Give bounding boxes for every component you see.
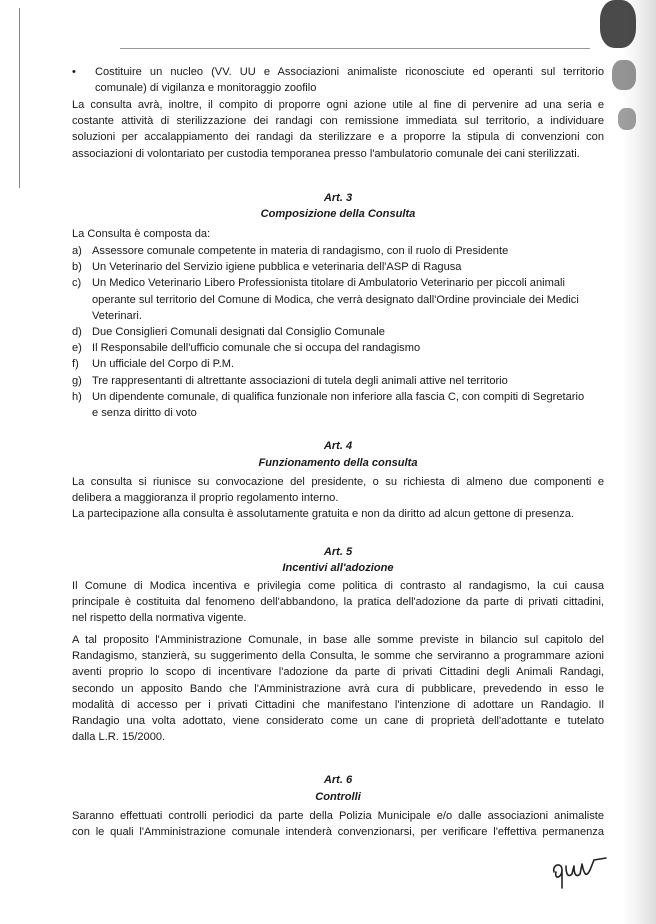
art5-number: Art. 5 bbox=[323, 546, 353, 558]
art6-paragraph: Saranno effettuati controlli periodici da parte della Polizia Municipale e/o dalle associazioni animaliste con le quali l'Amministrazione comunale intenderà convenzionarsi, per verificare l'effettiva permanenza bbox=[72, 810, 604, 839]
art5-paragraph-1: Il Comune di Modica incentiva e privilegia come politica di contrasto al randagismo, la cui causa principale è costituita dal fenomeno dell'abbandono, la pratica dell'adozione da parte di privati cittadini, nel rispetto della normativa vigente. bbox=[72, 580, 604, 625]
handwritten-signature bbox=[550, 852, 610, 892]
scan-margin-line bbox=[19, 8, 20, 188]
intro-bullet-text: Costituire un nucleo (VV. UU e Associazioni animaliste riconosciute ed operanti sul territorio comunale) di vigilanza e monitoraggio zoofilo bbox=[95, 66, 604, 95]
scan-top-line bbox=[120, 48, 590, 49]
scan-smudge bbox=[612, 60, 636, 90]
art3-intro: La Consulta è composta da: bbox=[72, 228, 211, 240]
list-item: h) Un dipendente comunale, di qualifica funzionale non inferiore alla fascia C, con compiti di Segretario e senza diritto di voto bbox=[72, 390, 585, 420]
list-item: f) Un ufficiale del Corpo di P.M. bbox=[72, 358, 235, 371]
art4-title: Funzionamento della consulta bbox=[258, 457, 418, 469]
art3-title: Composizione della Consulta bbox=[260, 208, 416, 220]
list-item: a) Assessore comunale competente in materia di randagismo, con il ruolo di Presidente bbox=[72, 245, 509, 257]
art5-paragraph-2: A tal proposito l'Amministrazione Comunale, in base alle somme previste in bilancio sul capitolo del Randagismo, stanzierà, su suggerimento della Consulta, le somme che serviranno a programmare azioni aventi proprio lo scopo di incentivare l'adozione da parte di privati Cittadini degli Animali Randagi, secondo un apposito Bando che l'Amministrazione avrà cura di pubblicare, prevedendo in esso le modalità di accesso per i privati Cittadini che manifestano l'intenzione di adottare un Randagio. Il Randagio una volta adottato, viene considerato come un cane di proprietà dell'adottante e tutelato dalla L.R. 15/2000. bbox=[72, 634, 604, 744]
art6-number: Art. 6 bbox=[323, 774, 353, 786]
art5-title: Incentivi all'adozione bbox=[282, 562, 394, 574]
list-item: c) Un Medico Veterinario Libero Professionista titolare di Ambulatorio Veterinario per piccoli animali operante sul territorio del Comune di Modica, che verrà designato dall'Ordine provinciale dei Medici Veterinari. bbox=[72, 277, 579, 322]
art4-paragraph: La consulta si riunisce su convocazione del presidente, o su richiesta di almeno due componenti e delibera a maggioranza il proprio regolamento interno. La partecipazione alla consulta è assolutamente gratuita e non da diritto ad alcun gettone di presenza. bbox=[72, 476, 604, 521]
scan-smudge bbox=[600, 0, 636, 48]
art3-list bbox=[72, 243, 604, 421]
intro-paragraph: La consulta avrà, inoltre, il compito di proporre ogni azione utile al fine di pervenire ad una seria e costante attività di sterilizzazione dei randagi con remissione immediata sul territorio, a individuare soluzioni per accalappiamento dei randagi da sterilizzare e a proporre la stipula di convenzioni con associazioni di volontariato per custodia temporanea presso l'ambulatorio comunale dei cani sterilizzati. bbox=[72, 99, 604, 160]
list-item: b) Un Veterinario del Servizio igiene pubblica e veterinaria dell'ASP di Ragusa bbox=[72, 261, 462, 274]
scan-edge-shadow bbox=[622, 0, 656, 924]
list-item: e) Il Responsabile dell'ufficio comunale che si occupa del randagismo bbox=[72, 342, 421, 355]
art6-title: Controlli bbox=[315, 791, 361, 803]
list-item: g) Tre rappresentanti di altrettante associazioni di tutela degli animali attive nel territorio bbox=[72, 374, 508, 387]
art3-number: Art. 3 bbox=[323, 192, 353, 204]
scan-smudge bbox=[618, 108, 636, 130]
list-item: d) Due Consiglieri Comunali designati dal Consiglio Comunale bbox=[72, 326, 385, 339]
bullet-marker: • bbox=[72, 66, 76, 78]
art4-number: Art. 4 bbox=[323, 440, 353, 452]
